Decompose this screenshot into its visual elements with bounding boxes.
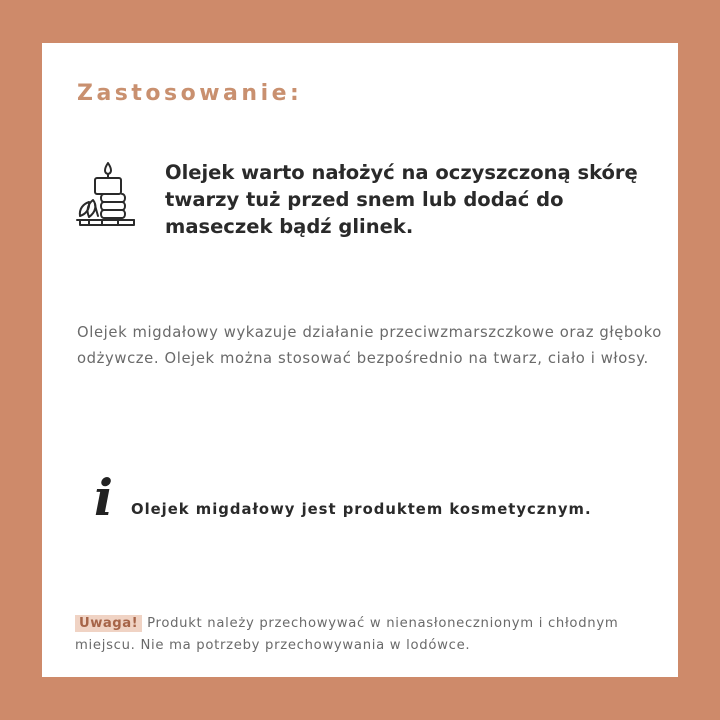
usage-lead-text: Olejek warto nałożyć na oczyszczoną skórę twarzy tuż przed snem lub dodać do maseczek bądź glinek.: [165, 161, 638, 238]
spa-candle-stones-icon: [74, 159, 144, 229]
description-text: Olejek migdałowy wykazuje działanie przeciwzmarszczkowe oraz głęboko odżywcze. Olejek można stosować bezpośrednio na twarz, ciało i włosy.: [77, 324, 662, 367]
info-icon: i: [94, 468, 113, 527]
storage-note: [75, 613, 645, 657]
section-heading: Zastosowanie:: [77, 81, 303, 106]
warning-badge: Uwaga!: [75, 615, 142, 632]
storage-note-text: Produkt należy przechowywać w nienasłonecznionym i chłodnym miejscu. Nie ma potrzeby przechowywania w lodówce.: [75, 616, 619, 653]
content-card: [42, 43, 678, 677]
info-text: Olejek migdałowy jest produktem kosmetycznym.: [131, 501, 592, 518]
